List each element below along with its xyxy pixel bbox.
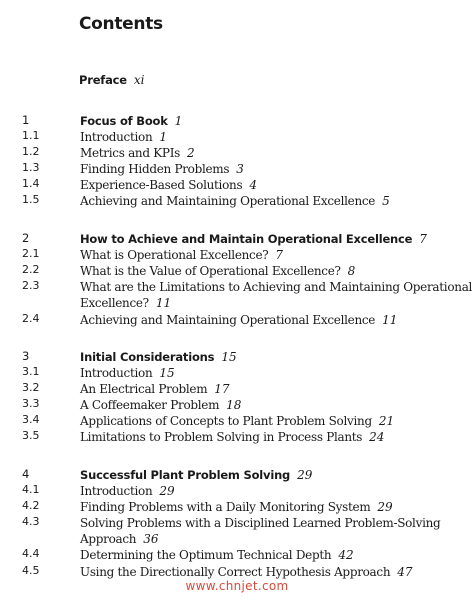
- section-number: 3.4: [22, 413, 40, 426]
- chapter-number: 1: [22, 113, 30, 127]
- page-number: 36: [143, 532, 159, 546]
- section-title: Applications of Concepts to Plant Problem Solving: [80, 414, 372, 428]
- page-number: 11: [155, 296, 172, 310]
- chapter-title: Focus of Book: [80, 114, 168, 128]
- chapter-number: 2: [22, 231, 30, 245]
- page-number: 24: [369, 430, 385, 444]
- chapter-number: 3: [22, 349, 30, 363]
- section-number: 2.2: [22, 263, 40, 276]
- page-number: 5: [382, 194, 390, 208]
- section-title: Introduction: [80, 130, 153, 144]
- page-number: 18: [226, 398, 242, 412]
- section-number: 2.4: [22, 312, 40, 325]
- page-number: 29: [159, 484, 175, 498]
- section-number: 2.1: [22, 247, 40, 260]
- section-number: 4.5: [22, 564, 40, 577]
- section-title: Introduction: [80, 484, 153, 498]
- preface-label: Preface: [79, 73, 127, 87]
- section-number: 3.5: [22, 429, 40, 442]
- page-number: 47: [397, 565, 413, 579]
- section-title: An Electrical Problem: [80, 382, 208, 396]
- page-number: 21: [378, 414, 395, 428]
- section-number: 1.2: [22, 145, 40, 158]
- preface-entry[interactable]: [79, 73, 145, 88]
- section-title: What is Operational Excellence?: [80, 248, 269, 262]
- page-number: 8: [347, 264, 356, 278]
- section-title: Limitations to Problem Solving in Process Plants: [80, 430, 363, 444]
- page-title: Contents: [79, 14, 163, 34]
- chapter-title: Initial Considerations: [80, 350, 215, 364]
- section-number: 4.1: [22, 483, 40, 496]
- chapter-title: Successful Plant Problem Solving: [80, 468, 291, 482]
- page-number: 3: [236, 162, 244, 176]
- page-number: 29: [297, 468, 313, 482]
- page-number: 17: [214, 382, 230, 396]
- section-title: Introduction: [80, 366, 153, 380]
- section-title: A Coffeemaker Problem: [80, 398, 220, 412]
- section-title: Determining the Optimum Technical Depth: [80, 548, 332, 562]
- watermark: www.chnjet.com: [185, 579, 289, 593]
- page-number: 15: [159, 366, 175, 380]
- preface-page-number: xi: [133, 73, 145, 87]
- section-number: 4.2: [22, 499, 40, 512]
- chapter-number: 4: [22, 467, 30, 481]
- section-title: Finding Problems with a Daily Monitoring System: [80, 500, 371, 514]
- page-number: 1: [159, 130, 168, 144]
- section-title: Using the Directionally Correct Hypothesis Approach: [80, 565, 391, 579]
- page-number: 29: [377, 500, 393, 514]
- section-title: Finding Hidden Problems: [80, 162, 230, 176]
- section-number: 1.1: [22, 129, 40, 142]
- section-number: 4.4: [22, 547, 40, 560]
- section-number: 3.1: [22, 365, 40, 378]
- section-number: 1.4: [22, 177, 40, 190]
- section-number: 2.3: [22, 279, 40, 292]
- page-number: 15: [221, 350, 237, 364]
- page-number: 11: [382, 313, 398, 327]
- section-title: Solving Problems with a Disciplined Learned Problem-Solving Approach: [80, 516, 441, 546]
- section-title: What is the Value of Operational Excellence?: [80, 264, 341, 278]
- section-number: 3.3: [22, 397, 40, 410]
- page-number: 7: [275, 248, 284, 262]
- section-number: 1.3: [22, 161, 40, 174]
- page-number: 1: [174, 114, 183, 128]
- section-number: 1.5: [22, 193, 40, 206]
- section-title: Achieving and Maintaining Operational Excellence: [80, 194, 376, 208]
- section-title: Metrics and KPIs: [80, 146, 180, 160]
- page-number: 42: [338, 548, 354, 562]
- section-title: Experience-Based Solutions: [80, 178, 243, 192]
- section-title: Achieving and Maintaining Operational Excellence: [80, 313, 376, 327]
- section-number: 4.3: [22, 515, 40, 528]
- chapter-title: How to Achieve and Maintain Operational Excellence: [80, 232, 413, 246]
- page-number: 4: [249, 178, 257, 192]
- section-number: 3.2: [22, 381, 40, 394]
- page-number: 7: [419, 232, 427, 246]
- section-title: What are the Limitations to Achieving and Maintaining Operational Excellence?: [80, 280, 473, 310]
- page-number: 2: [187, 146, 195, 160]
